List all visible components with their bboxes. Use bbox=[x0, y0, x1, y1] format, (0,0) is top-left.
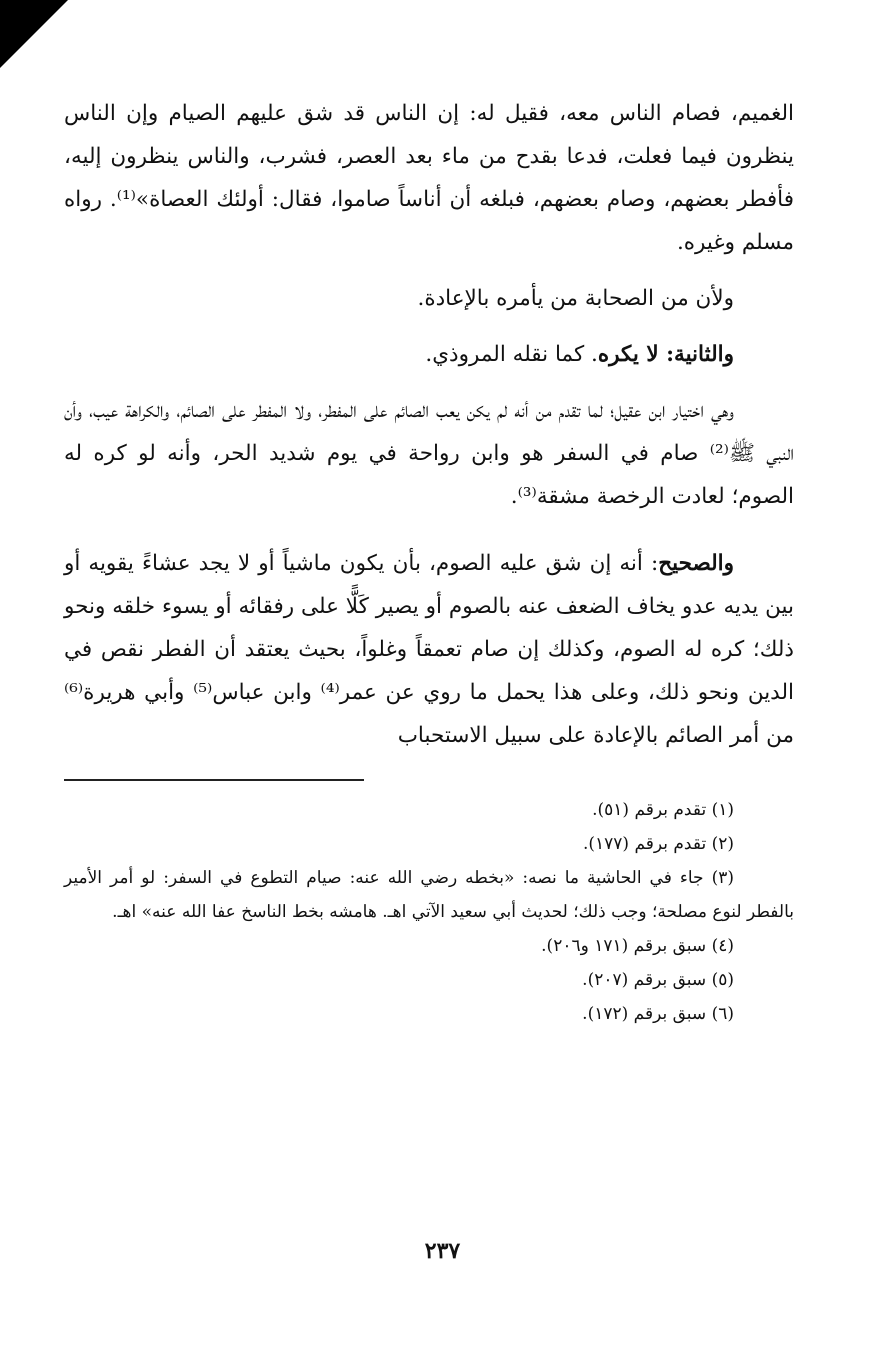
correct-opinion-text: : أنه إن شق عليه الصوم، بأن يكون ماشياً أو لا يجد عشاءً يقويه أو بين يديه عدو يخاف الضعف عنه بالصوم أو يصير كَلًّا على رفقائه أو يسوء خلقه ونحو ذلك؛ كره له الصوم، وكذلك إن صام تعمقاً وغلواً، بحيث يعتقد أن الفطر نقص في الدين ونحو ذلك، وعلى هذا يحمل ما روي عن عمر⁽⁴⁾ وابن عباس⁽⁵⁾ وأبي هريرة⁽⁶⁾ من أمر الصائم بالإعادة على سبيل الاستحباب bbox=[64, 551, 794, 748]
second-opinion-label: والثانية: لا يكره bbox=[597, 342, 734, 367]
second-opinion-text: . كما نقله المروذي. bbox=[425, 342, 598, 367]
footnote-1: (١) تقدم برقم (٥١). bbox=[592, 800, 734, 820]
footnote-separator-wrap bbox=[64, 757, 794, 793]
footnote-5: (٥) سبق برقم (٢٠٧). bbox=[582, 970, 734, 990]
correct-opinion-label: والصحيح bbox=[658, 551, 734, 576]
paragraph-companions: ولأن من الصحابة من يأمره بالإعادة. bbox=[417, 286, 734, 311]
footnote-separator bbox=[64, 779, 364, 781]
page-corner-mark bbox=[0, 0, 68, 68]
footnote-6: (٦) سبق برقم (١٧٢). bbox=[582, 1004, 734, 1024]
paragraph-second-opinion bbox=[64, 333, 794, 376]
footnote-3: (٣) جاء في الحاشية ما نصه: «بخطه رضي الله عنه: صيام التطوع في السفر: لو أمر الأمير بالفطر لنوع مصلحة؛ وجب ذلك؛ لحديث أبي سعيد الآتي اهـ. هامشه بخط الناسخ عفا الله عنه» اهـ. bbox=[64, 868, 794, 922]
paragraph-hadith-end: الغميم، فصام الناس معه، فقيل له: إن الناس قد شق عليهم الصيام وإن الناس ينظرون فيما فعلت، فدعا بقدح من ماء بعد العصر، فشرب، والناس ينظرون إليه، فأفطر بعضهم، وصام بعضهم، فبلغه أن أناساً صاموا، فقال: أولئك العصاة»⁽¹⁾. رواه مسلم وغيره. bbox=[64, 101, 794, 255]
main-text bbox=[64, 92, 794, 757]
footnote-4: (٤) سبق برقم (١٧١ و٢٠٦). bbox=[541, 936, 734, 956]
page-number: ٢٣٧ bbox=[424, 1238, 461, 1264]
paragraph-ibn-aqil: وهي اختيار ابن عقيل؛ لما تقدم من أنه لم يكن يعب الصائم على المفطر، ولا المفطر على الصائم، والكراهة عيب، وأن النبي ﷺ⁽²⁾ صام في السفر هو وابن رواحة في يوم شديد الحر، وأنه لو كره له الصوم؛ لعادت الرخصة مشقة⁽³⁾. bbox=[64, 398, 794, 509]
paragraph-correct-opinion bbox=[64, 542, 794, 757]
page-body bbox=[64, 92, 794, 1031]
footnotes bbox=[64, 793, 794, 1031]
footnote-2: (٢) تقدم برقم (١٧٧). bbox=[582, 834, 734, 854]
